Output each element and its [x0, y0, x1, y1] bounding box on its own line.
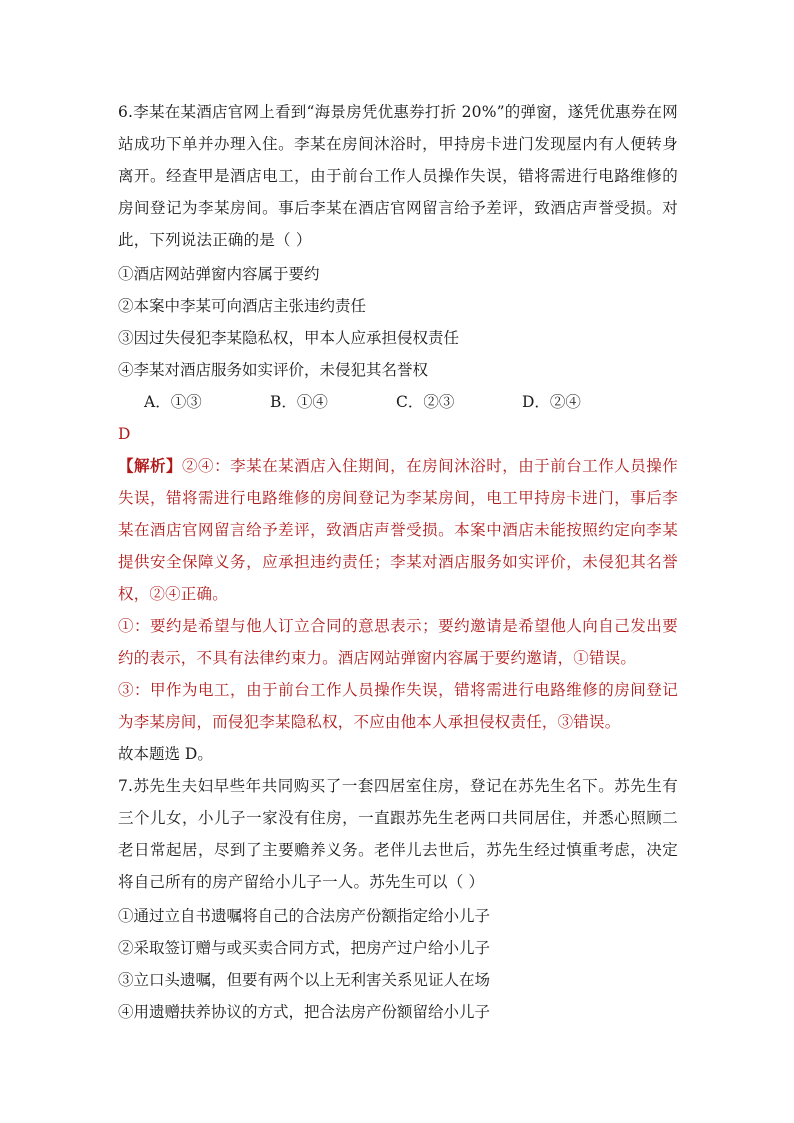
q6-statement-3: ③因过失侵犯李某隐私权，甲本人应承担侵权责任	[118, 329, 460, 347]
analysis-tag: 【解析】	[118, 456, 183, 475]
analysis-main-text: ②④：李某在某酒店入住期间，在房间沐浴时，由于前台工作人员操作失误，错将需进行电路维修的房间登记为李某房间，电工甲持房卡进门，事后李某在酒店官网留言给予差评，致酒店声誉受损。本案中酒店未能按照约定向李某提供安全保障义务，应承担违约责任；李某对酒店服务如实评价，未侵犯其名誉权，②④正确。	[118, 457, 679, 603]
q6-option-a: A．①③	[144, 393, 202, 411]
q6-analysis-option-1: ①：要约是希望与他人订立合同的意思表示；要约邀请是希望他人向自己发出要约的表示，不具有法律约束力。酒店网站弹窗内容属于要约邀请，①错误。	[118, 617, 678, 667]
q6-options	[118, 386, 678, 418]
question-7-stem: 7.苏先生夫妇早些年共同购买了一套四居室住房，登记在苏先生名下。苏先生有三个儿女，小儿子一家没有住房，一直跟苏先生老两口共同居住，并悉心照顾二老日常起居，尽到了主要赡养义务。老伴儿去世后，苏先生经过慎重考虑，决定将自己所有的房产留给小儿子一人。苏先生可以（ ）	[118, 777, 678, 891]
q7-statement-1: ①通过立自书遗嘱将自己的合法房产份额指定给小儿子	[118, 907, 491, 925]
q6-statement-1: ①酒店网站弹窗内容属于要约	[118, 265, 320, 283]
q6-option-c: C．②③	[396, 393, 455, 411]
q6-statement-4: ④李某对酒店服务如实评价，未侵犯其名誉权	[118, 361, 429, 379]
q7-statement-4: ④用遗赠扶养协议的方式，把合法房产份额留给小儿子	[118, 1003, 491, 1021]
q6-option-b: B．①④	[270, 393, 328, 411]
question-6-stem: 6.李某在某酒店官网上看到“海景房凭优惠券打折 20%”的弹窗，遂凭优惠券在网站成功下单并办理入住。李某在房间沐浴时，甲持房卡进门发现屋内有人便转身离开。经查甲是酒店电工，由于前台工作人员操作失误，错将需进行电路维修的房间登记为李某房间。事后李某在酒店官网留言给予差评，致酒店声誉受损。对此，下列说法正确的是（ ）	[118, 103, 678, 249]
q6-option-d: D．②④	[522, 393, 581, 411]
q7-statement-2: ②采取签订赠与或买卖合同方式，把房产过户给小儿子	[118, 939, 491, 957]
q6-statement-2: ②本案中李某可向酒店主张违约责任	[118, 297, 367, 315]
q6-analysis-main	[118, 450, 678, 610]
q6-analysis-option-3: ③：甲作为电工，由于前台工作人员操作失误，错将需进行电路维修的房间登记为李某房间，而侵犯李某隐私权，不应由他本人承担侵权责任，③错误。	[118, 681, 678, 731]
question-content	[118, 96, 678, 1028]
q6-answer: D	[118, 425, 131, 443]
q6-conclusion: 故本题选 D。	[118, 745, 213, 763]
q7-statement-3: ③立口头遗嘱，但要有两个以上无利害关系见证人在场	[118, 971, 491, 989]
